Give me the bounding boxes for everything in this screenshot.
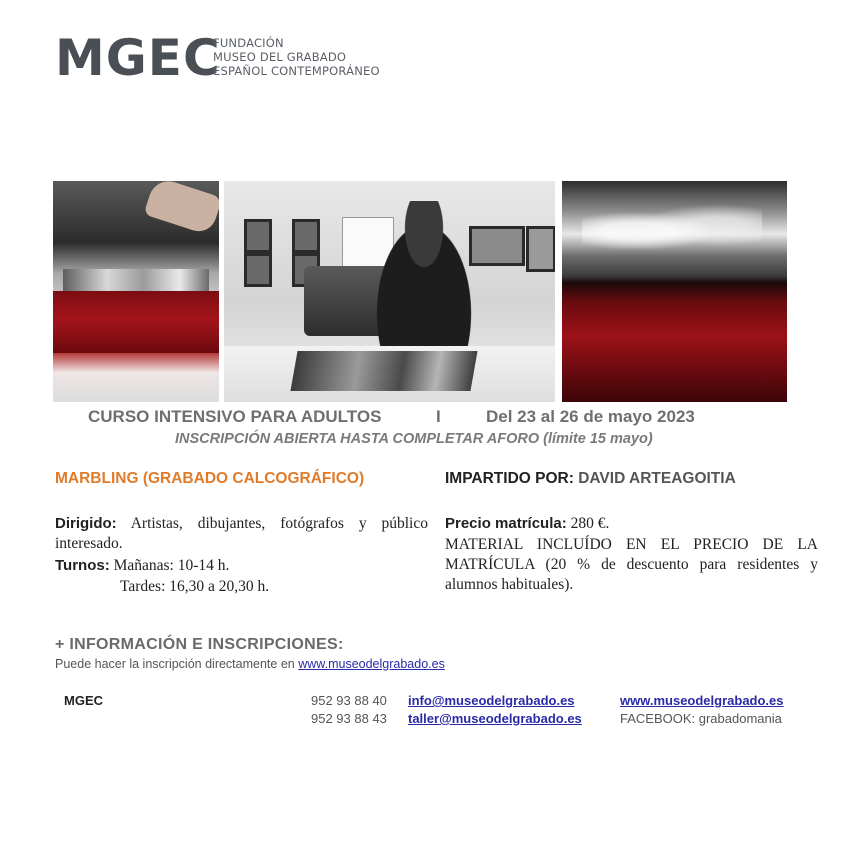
foundation-line-3: ESPAÑOL CONTEMPORÁNEO [213, 64, 380, 78]
audience-label: Dirigido: [55, 515, 117, 532]
wall-frame [526, 226, 555, 272]
artist-figure [364, 201, 484, 351]
teacher-label: IMPARTIDO POR: [445, 470, 574, 487]
material-note: MATERIAL INCLUÍDO EN EL PRECIO DE LA MATRÍCULA (20 % de descuento para residentes y alumnos habituales). [445, 536, 818, 593]
website-link[interactable]: www.museodelgrabado.es [620, 693, 784, 708]
phone-2: 952 93 88 43 [311, 711, 387, 726]
hand [144, 181, 219, 236]
press-bed [53, 353, 219, 402]
wall-frame [244, 253, 272, 287]
course-dates: Del 23 al 26 de mayo 2023 [486, 407, 695, 426]
foundation-line-2: MUSEO DEL GRABADO [213, 50, 347, 64]
audience-block [55, 514, 428, 554]
title-separator: I [436, 407, 441, 426]
price-block [445, 514, 609, 534]
teacher-name: DAVID ARTEAGOITIA [578, 470, 736, 487]
workshop-title: MARBLING (GRABADO CALCOGRÁFICO) [55, 470, 365, 487]
info-line-prefix: Puede hacer la inscripción directamente en [55, 657, 295, 671]
email-taller-link[interactable]: taller@museodelgrabado.es [408, 711, 582, 726]
marbling-swirl [582, 201, 762, 261]
photo-marbling-print [53, 181, 219, 402]
foundation-line-1: FUNDACIÓN [213, 36, 284, 50]
schedule-afternoon: Tardes: 16,30 a 20,30 h. [120, 578, 270, 595]
schedule-block [55, 556, 229, 576]
marbled-print [290, 351, 477, 391]
course-title: CURSO INTENSIVO PARA ADULTOS [88, 407, 382, 426]
wall-frame [244, 219, 272, 253]
email-info-link[interactable]: info@museodelgrabado.es [408, 693, 575, 708]
red-ink-roller [53, 291, 219, 353]
contact-org: MGEC [64, 693, 103, 708]
registration-note: INSCRIPCIÓN ABIERTA HASTA COMPLETAR AFORO (límite 15 mayo) [175, 431, 653, 447]
mgec-logo: MGEC [55, 29, 221, 87]
audience-text: Artistas, dibujantes, fotógrafos y público interesado. [55, 515, 428, 552]
photo-red-marbling [562, 181, 787, 402]
info-title: + INFORMACIÓN E INSCRIPCIONES: [55, 636, 344, 653]
website-link-inline[interactable]: www.museodelgrabado.es [298, 657, 445, 671]
price-value: 280 €. [570, 515, 610, 532]
facebook-handle: FACEBOOK: grabadomania [620, 711, 782, 726]
info-line [55, 657, 445, 671]
photo-artist-at-work [224, 181, 555, 402]
foundation-name [213, 36, 380, 78]
wall-frame [292, 219, 320, 253]
schedule-label: Turnos: [55, 557, 110, 574]
teacher-line [445, 470, 736, 488]
price-label: Precio matrícula: [445, 515, 567, 532]
schedule-morning: Mañanas: 10-14 h. [113, 557, 230, 574]
phone-1: 952 93 88 40 [311, 693, 387, 708]
